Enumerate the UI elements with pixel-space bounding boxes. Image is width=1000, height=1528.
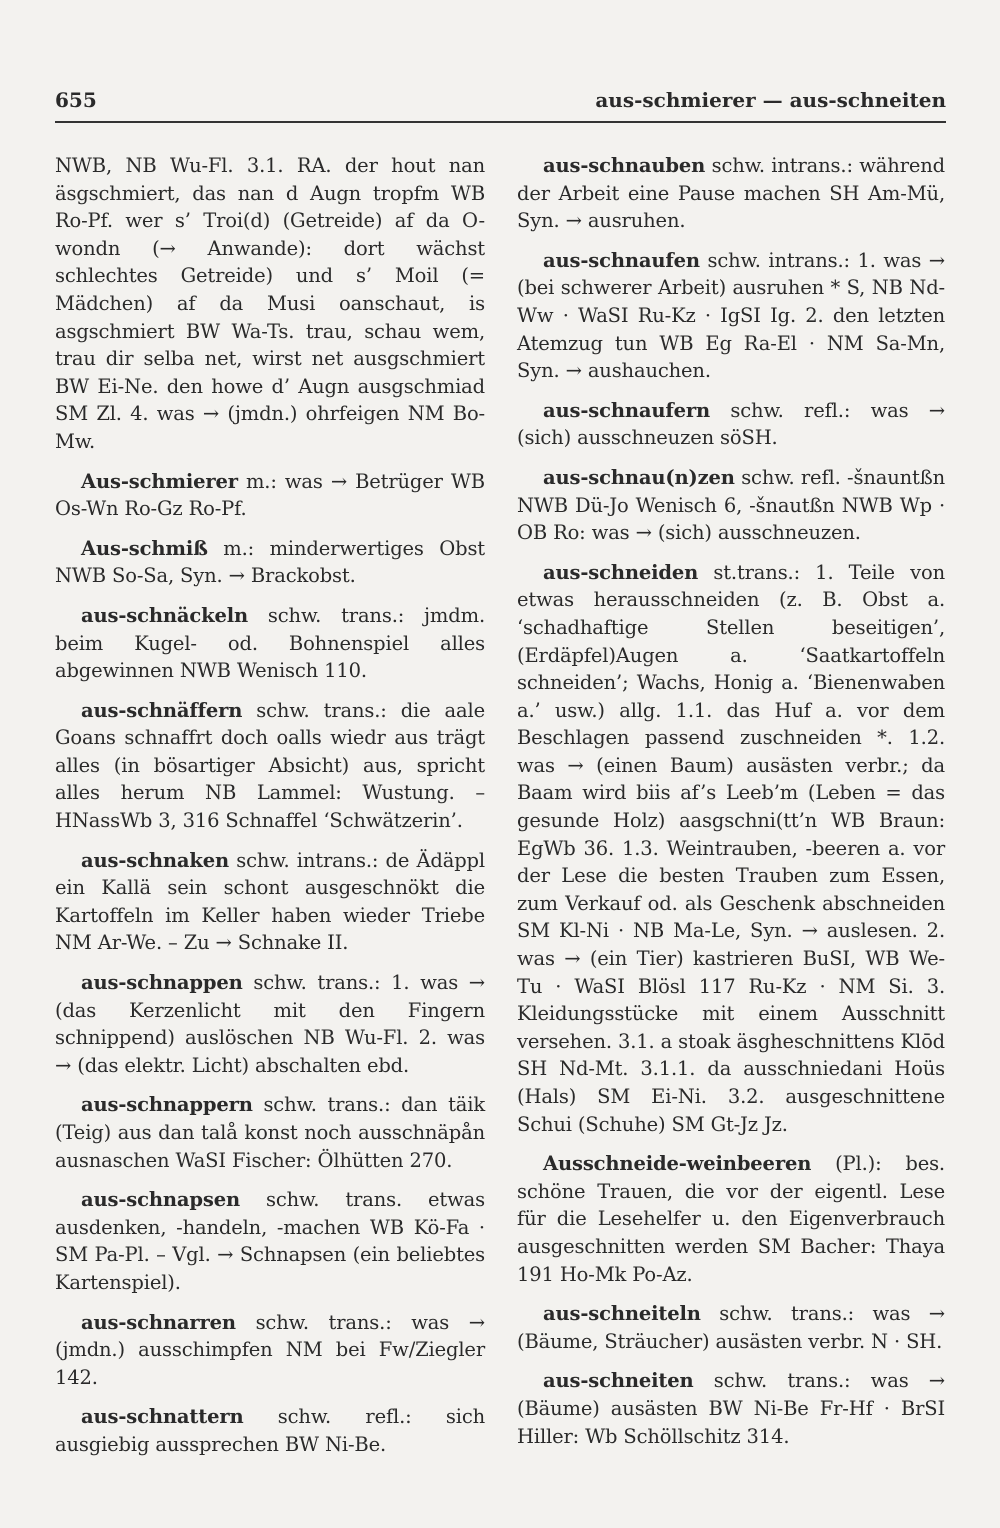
dictionary-entry — [55, 969, 485, 1079]
dictionary-entry — [55, 847, 485, 957]
entry-headword: Aus-schmiß — [81, 536, 208, 560]
entry-headword: aus-schnarren — [81, 1310, 236, 1334]
entry-definition: schw. refl. -šnauntßn NWB Dü-Jo Wenisch 6, -šnautßn NWB Wp · OB Ro: was → (sich) ausschneuzen. — [517, 465, 945, 545]
page-number: 655 — [55, 88, 97, 112]
entry-definition: schw. trans.: die aale Goans schnaffrt doch oalls wiedr aus trägt alles (in bösartiger Absicht) aus, spricht alles herum NB Lammel: Wustung. – HNassWb 3, 316 Schnaffel ‘Schwätzerin’. — [55, 698, 485, 833]
entry-headword: aus-schnau(n)zen — [543, 465, 735, 489]
entry-headword: Ausschneide-weinbeeren — [543, 1152, 812, 1176]
entry-headword: aus-schnauben — [543, 154, 706, 177]
entry-definition: st.trans.: 1. Teile von etwas herausschneiden (z. B. Obst a. ‘schadhaftige Stellen beseitigen’, (Erdäpfel)Augen a. ‘Saatkartoffeln schneiden’; Wachs, Honig a. ‘Bienenwaben a.’ usw.) allg. 1.1. das Huf a. vor dem Beschlagen passend zuschneiden *. 1.2. was → (einen Baum) ausästen verbr.; da Baam wird biis af’s Leeb’m (Leben = das gesunde Holz) aasgschni(tt’n WB Braun: EgWb 36. 1.3. Weintrauben, -beeren a. vor der Lese die besten Trauben zum Essen, zum Verkauf od. als Geschenk abschneiden SM Kl-Ni · NB Ma-Le, Syn. → auslesen. 2. was → (ein Tier) kastrieren BuSI, WB We-Tu · WaSI Blösl 117 Ru-Kz · NM Si. 3. Kleidungsstücke mit einem Ausschnitt versehen. 3.1. a stoak äsgheschnittens Klōd SH Nd-Mt. 3.1.1. da ausschniedani Hoüs (Hals) SM Ei-Ni. 3.2. ausgeschnittene Schui (Schuhe) SM Gt-Jz Jz. — [517, 560, 945, 1136]
entry-definition: schw. trans.: was → (jmdn.) ausschimpfen NM bei Fw/Ziegler 142. — [55, 1310, 485, 1389]
right-column — [517, 152, 945, 1462]
left-column — [55, 152, 485, 1471]
entry-definition: schw. trans.: was → (Bäume, Sträucher) ausästen verbr. N · SH. — [517, 1302, 945, 1353]
dictionary-entry — [517, 152, 945, 235]
dictionary-entry — [55, 602, 485, 685]
entry-definition: m.: minderwertiges Obst NWB So-Sa, Syn. → Brackobst. — [55, 536, 485, 588]
entry-definition: schw. trans.: dan täik (Teig) aus dan talå konst noch ausschnäpån ausnaschen WaSI Fischer: Ölhütten 270. — [55, 1093, 485, 1172]
page-header — [55, 88, 946, 120]
entry-definition: schw. trans. etwas ausdenken, -handeln, -machen WB Kö-Fa · SM Pa-Pl. – Vgl. → Schnapsen (ein beliebtes Kartenspiel). — [55, 1188, 485, 1294]
running-head: aus-schmierer — aus-schneiten — [595, 88, 946, 112]
dictionary-entry — [55, 697, 485, 835]
dictionary-entry — [55, 1186, 485, 1296]
dictionary-entry — [517, 247, 945, 385]
entry-definition: NWB, NB Wu-Fl. 3.1. RA. der hout nan äsgschmiert, das nan d Augn tropfm WB Ro-Pf. wer s’ Troi(d) (Getreide) af da O-wondn (→ Anwande): dort wächst schlechtes Getreide) und s’ Moil (= Mädchen) af da Musi oanschaut, is asgschmiert BW Wa-Ts. trau, schau wem, trau dir selba net, wirst net ausgschmiert BW Ei-Ne. den howe d’ Augn ausgschmiad SM Zl. 4. was → (jmdn.) ohrfeigen NM Bo-Mw. — [55, 154, 485, 453]
dictionary-entry — [55, 152, 485, 456]
entry-headword: aus-schnaufen — [543, 248, 700, 272]
entry-definition: schw. trans.: was → (Bäume) ausästen BW Ni-Be Fr-Hf · BrSI Hiller: Wb Schöllschitz 314. — [517, 1369, 945, 1448]
entry-headword: aus-schnäckeln — [81, 603, 249, 627]
entry-headword: aus-schnaken — [81, 848, 230, 872]
entry-headword: aus-schnappern — [81, 1093, 253, 1117]
dictionary-entry — [55, 468, 485, 523]
entry-headword: aus-schnapsen — [81, 1188, 240, 1212]
dictionary-entry — [517, 464, 945, 547]
entry-definition: schw. intrans.: 1. was → (bei schwerer Arbeit) ausruhen * S, NB Nd-Ww · WaSI Ru-Kz · IgSI Ig. 2. den letzten Atemzug tun WB Eg Ra-El · NM Sa-Mn, Syn. → aushauchen. — [517, 248, 945, 383]
dictionary-entry — [55, 1091, 485, 1174]
entry-headword: Aus-schmierer — [81, 469, 238, 493]
dictionary-entry — [517, 1367, 945, 1450]
entry-definition: schw. refl.: sich ausgiebig aussprechen BW Ni-Be. — [55, 1405, 485, 1456]
entry-headword: aus-schnäffern — [81, 698, 243, 722]
dictionary-entry — [517, 559, 945, 1138]
entry-headword: aus-schnaufern — [543, 398, 711, 422]
dictionary-entry — [517, 397, 945, 452]
entry-definition: schw. trans.: 1. was → (das Kerzenlicht mit den Fingern schnippend) auslöschen NB Wu-Fl. 2. was → (das elektr. Licht) abschalten ebd. — [55, 971, 485, 1077]
dictionary-entry — [55, 1403, 485, 1458]
entry-headword: aus-schneiden — [543, 560, 699, 584]
entry-headword: aus-schnappen — [81, 971, 243, 995]
entry-definition: schw. refl.: was → (sich) ausschneuzen söSH. — [517, 398, 945, 450]
entry-definition: (Pl.): bes. schöne Trauen, die vor der eigentl. Lese für die Lesehelfer u. den Eigenverbrauch ausgeschnitten werden SM Bacher: Thaya 191 Ho-Mk Po-Az. — [517, 1152, 945, 1286]
dictionary-entry — [517, 1150, 945, 1288]
entry-definition: m.: was → Betrüger WB Os-Wn Ro-Gz Ro-Pf. — [55, 469, 485, 521]
entry-definition: schw. intrans.: de Ädäppl ein Kallä sein schont ausgeschnökt die Kartoffeln im Keller haben wieder Triebe NM Ar-We. – Zu → Schnake II. — [55, 848, 485, 955]
dictionary-entry — [55, 535, 485, 590]
header-rule — [55, 121, 946, 123]
entry-headword: aus-schneiten — [543, 1369, 694, 1393]
entry-headword: aus-schneiteln — [543, 1302, 701, 1326]
entry-definition: schw. trans.: jmdm. beim Kugel- od. Bohnenspiel alles abgewinnen NWB Wenisch 110. — [55, 603, 485, 683]
dictionary-entry — [55, 1309, 485, 1392]
dictionary-entry — [517, 1300, 945, 1355]
entry-definition: schw. intrans.: während der Arbeit eine Pause machen SH Am-Mü, Syn. → ausruhen. — [517, 154, 945, 233]
entry-headword: aus-schnattern — [81, 1405, 244, 1429]
